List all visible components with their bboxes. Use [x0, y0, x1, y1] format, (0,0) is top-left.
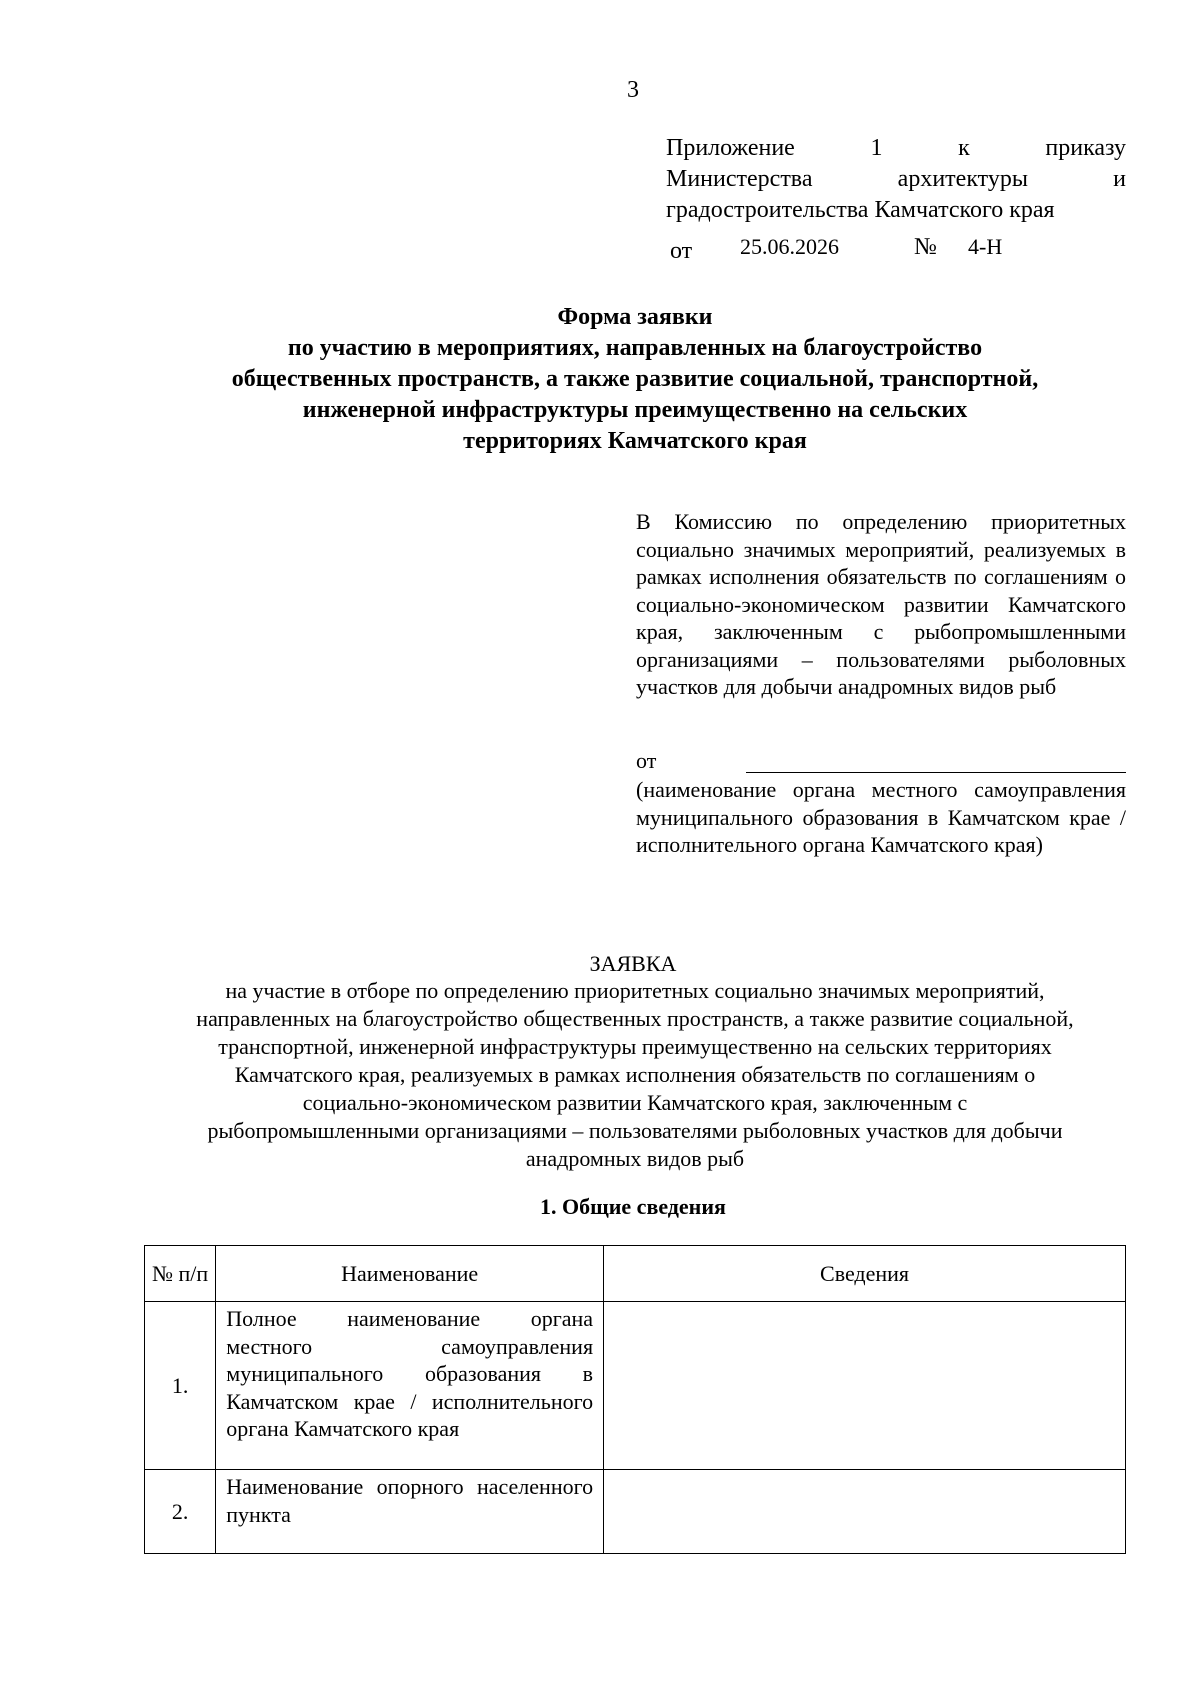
appendix-line: Министерства архитектуры и [666, 166, 1126, 192]
page-number: 3 [627, 77, 639, 103]
order-number-label: № [914, 234, 937, 260]
form-title-line: по участию в мероприятиях, направленных на благоустройство [287, 335, 983, 361]
table-row [145, 1302, 1126, 1470]
from-row [636, 748, 1126, 776]
form-title-line: инженерной инфраструктуры преимущественно на сельских [302, 397, 968, 423]
form-title-line: общественных пространств, а также развитие социальной, транспортной, [231, 366, 1039, 392]
section-title: 1. Общие сведения [540, 1194, 726, 1219]
row-name: Полное наименование органа местного самоуправления муниципального образования в Камчатском крае / исполнительного органа Камчатского края [216, 1302, 604, 1470]
table-header-name: Наименование [216, 1246, 604, 1302]
from-fill-line[interactable] [746, 772, 1126, 773]
application-line: Камчатского края, реализуемых в рамках исполнения обязательств по соглашениям о [234, 1062, 1036, 1087]
application-line: на участие в отборе по определению приоритетных социально значимых мероприятий, [225, 978, 1045, 1003]
form-title-line: территориях Камчатского края [463, 428, 807, 454]
row-name: Наименование опорного населенного пункта [216, 1470, 604, 1554]
appendix-header [666, 133, 1126, 226]
table-header-info: Сведения [604, 1246, 1126, 1302]
order-date-row [670, 234, 1010, 264]
row-number: 2. [145, 1470, 216, 1554]
from-caption: (наименование органа местного самоуправления муниципального образования в Камчатском крае / исполнительного органа Камчатского края) [636, 777, 1126, 857]
table-header-number: № п/п [145, 1246, 216, 1302]
appendix-line: Приложение 1 к приказу [666, 135, 1126, 161]
order-date: 25.06.2026 [740, 234, 839, 259]
application-heading: ЗАЯВКА [589, 951, 677, 976]
application-line: транспортной, инженерной инфраструктуры преимущественно на сельских территориях [218, 1034, 1052, 1059]
order-number: 4-Н [968, 234, 1003, 259]
table-row [145, 1470, 1126, 1554]
appendix-line: градостроительства Камчатского края [666, 197, 1055, 223]
application-line: анадромных видов рыб [525, 1146, 745, 1171]
row-info-cell[interactable] [604, 1302, 1126, 1470]
addressee-text: В Комиссию по определению приоритетных социально значимых мероприятий, реализуемых в рамках исполнения обязательств по соглашениям о социально-экономическом развитии Камчатского края, заключенным с рыбопромышленными организациями – пользователями рыболовных участков для добычи анадромных видов рыб [636, 509, 1126, 699]
date-from-label: от [670, 238, 693, 264]
application-line: социально-экономическом развитии Камчатского края, заключенным с [302, 1090, 968, 1115]
from-label: от [636, 748, 657, 773]
application-description [140, 977, 1130, 1173]
form-title [140, 302, 1130, 457]
table-header-row [145, 1246, 1126, 1302]
application-line: направленных на благоустройство общественных пространств, а также развитие социальной, [196, 1006, 1074, 1031]
row-number: 1. [145, 1302, 216, 1470]
addressee-block [636, 508, 1126, 701]
general-info-table [144, 1245, 1126, 1554]
application-line: рыбопромышленными организациями – пользователями рыболовных участков для добычи [207, 1118, 1063, 1143]
form-title-line: Форма заявки [557, 304, 713, 330]
row-info-cell[interactable] [604, 1470, 1126, 1554]
